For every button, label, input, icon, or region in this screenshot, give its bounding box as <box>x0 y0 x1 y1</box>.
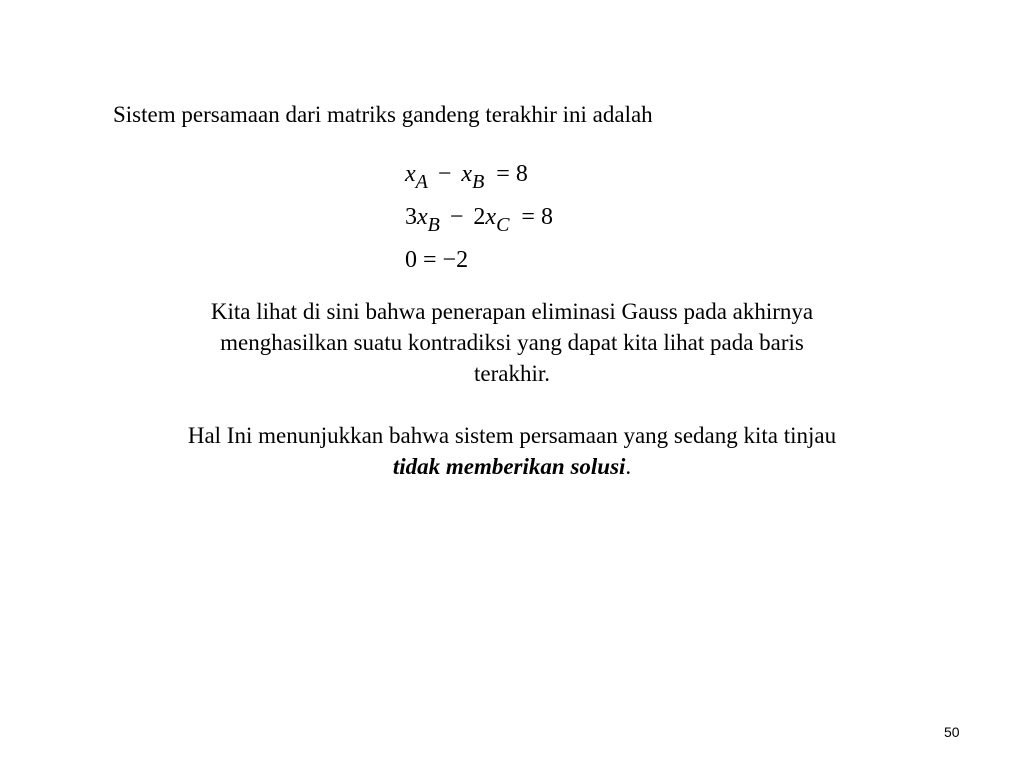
conclusion-emphasis: tidak memberikan solusi <box>392 454 626 479</box>
intro-text: Sistem persamaan dari matriks gandeng terakhir ini adalah <box>113 102 653 127</box>
explanation-line-2: menghasilkan suatu kontradiksi yang dapat kita lihat pada baris <box>220 330 804 355</box>
eq2-coef2: 2 <box>473 204 486 230</box>
eq1-var2: x <box>461 161 473 187</box>
eq1-rhs: = 8 <box>496 161 528 187</box>
explanation-line-3: terakhir. <box>474 361 550 386</box>
eq2-coef1: 3 <box>405 204 417 230</box>
conclusion-line-1: Hal Ini menunjukkan bahwa sistem persamaan yang sedang kita tinjau <box>187 423 837 448</box>
explanation-paragraph <box>0 296 1024 389</box>
eq2-sub1: B <box>427 214 440 236</box>
equation-1 <box>405 155 553 198</box>
eq1-sub1: A <box>415 171 428 193</box>
conclusion-period: . <box>625 454 632 479</box>
equation-3 <box>405 241 553 284</box>
equation-system <box>405 155 553 284</box>
eq2-var2: x <box>485 204 497 230</box>
eq3-text: 0 = −2 <box>405 247 469 273</box>
equation-2 <box>405 198 553 241</box>
eq2-operator: − <box>449 204 464 230</box>
conclusion-paragraph <box>0 420 1024 482</box>
eq1-operator: − <box>437 161 452 187</box>
explanation-line-1: Kita lihat di sini bahwa penerapan eliminasi Gauss pada akhirnya <box>210 299 814 324</box>
eq2-var1: x <box>417 204 428 230</box>
eq2-rhs: = 8 <box>521 204 553 230</box>
conclusion-line-2 <box>0 451 1024 482</box>
eq2-sub2: C <box>496 214 510 236</box>
eq1-var1: x <box>405 161 416 187</box>
eq1-sub2: B <box>472 171 485 193</box>
page-number: 50 <box>944 724 960 740</box>
